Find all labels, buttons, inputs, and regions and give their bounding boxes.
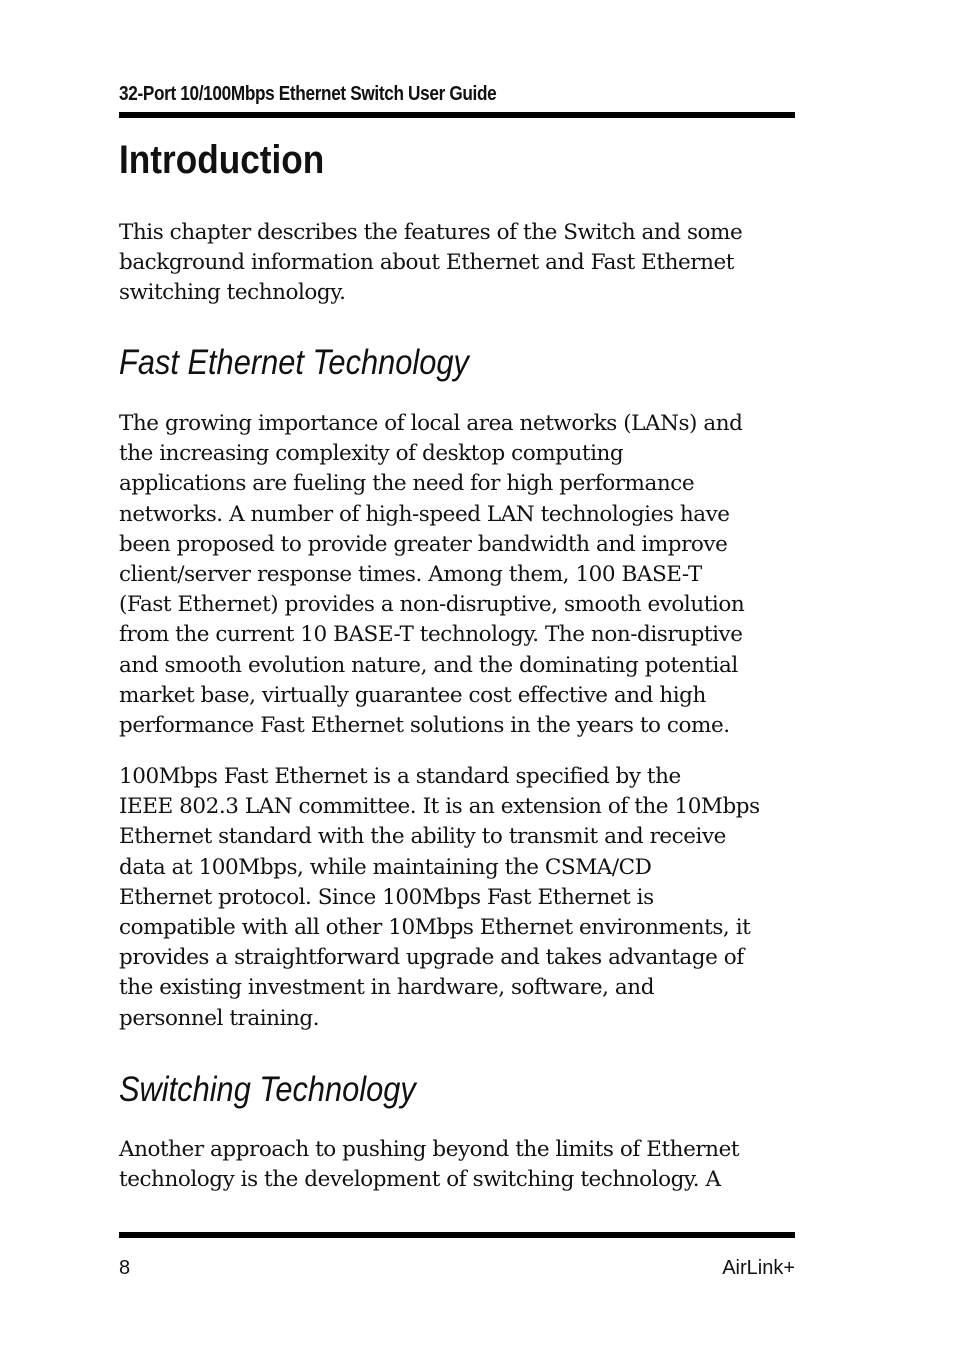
text-line: the existing investment in hardware, software, and (119, 975, 655, 1001)
text-line: the increasing complexity of desktop computing (119, 441, 624, 467)
paragraph-switching-1 (119, 1135, 795, 1195)
text-line: applications are fueling the need for high performance (119, 471, 695, 497)
text-line: data at 100Mbps, while maintaining the CSMA/CD (119, 854, 652, 880)
text-line: client/server response times. Among them, 100 BASE-T (119, 562, 702, 588)
text-line: The growing importance of local area networks (LANs) and (119, 411, 743, 436)
text-line: from the current 10 BASE-T technology. The non-disruptive (119, 622, 743, 648)
text-line: networks. A number of high-speed LAN technologies have (119, 501, 730, 527)
page-number: 8 (119, 1257, 131, 1279)
text-line: compatible with all other 10Mbps Ethernet environments, it (119, 915, 751, 941)
text-line: switching technology. (119, 280, 346, 306)
chapter-title: Introduction (119, 138, 325, 182)
running-header: 32-Port 10/100Mbps Ethernet Switch User Guide (119, 83, 497, 105)
text-line: provides a straightforward upgrade and takes advantage of (119, 945, 744, 971)
text-line: Ethernet protocol. Since 100Mbps Fast Ethernet is (119, 884, 654, 910)
text-line: IEEE 802.3 LAN committee. It is an extension of the 10Mbps (119, 794, 760, 820)
paragraph-fast-ethernet-1 (119, 409, 795, 741)
text-line: Another approach to pushing beyond the limits of Ethernet (119, 1137, 740, 1162)
text-line: technology is the development of switching technology. A (119, 1167, 721, 1193)
text-line: been proposed to provide greater bandwidth and improve (119, 531, 728, 557)
intro-paragraph (119, 218, 795, 309)
section-heading-switching: Switching Technology (119, 1070, 416, 1109)
section-heading-fast-ethernet: Fast Ethernet Technology (119, 343, 469, 382)
text-line: background information about Ethernet and Fast Ethernet (119, 250, 734, 276)
text-line: market base, virtually guarantee cost effective and high (119, 682, 706, 708)
text-line: Ethernet standard with the ability to transmit and receive (119, 824, 726, 850)
text-line: performance Fast Ethernet solutions in the years to come. (119, 713, 730, 739)
footer-brand: AirLink+ (722, 1257, 795, 1279)
header-rule (119, 112, 795, 118)
text-line: (Fast Ethernet) provides a non-disruptive, smooth evolution (119, 592, 745, 618)
text-line: 100Mbps Fast Ethernet is a standard specified by the (119, 764, 681, 789)
document-page (119, 0, 795, 1352)
paragraph-fast-ethernet-2 (119, 762, 795, 1034)
text-line: This chapter describes the features of the Switch and some (119, 220, 743, 245)
footer-rule (119, 1232, 795, 1238)
text-line: personnel training. (119, 1005, 320, 1031)
text-line: and smooth evolution nature, and the dominating potential (119, 652, 738, 678)
